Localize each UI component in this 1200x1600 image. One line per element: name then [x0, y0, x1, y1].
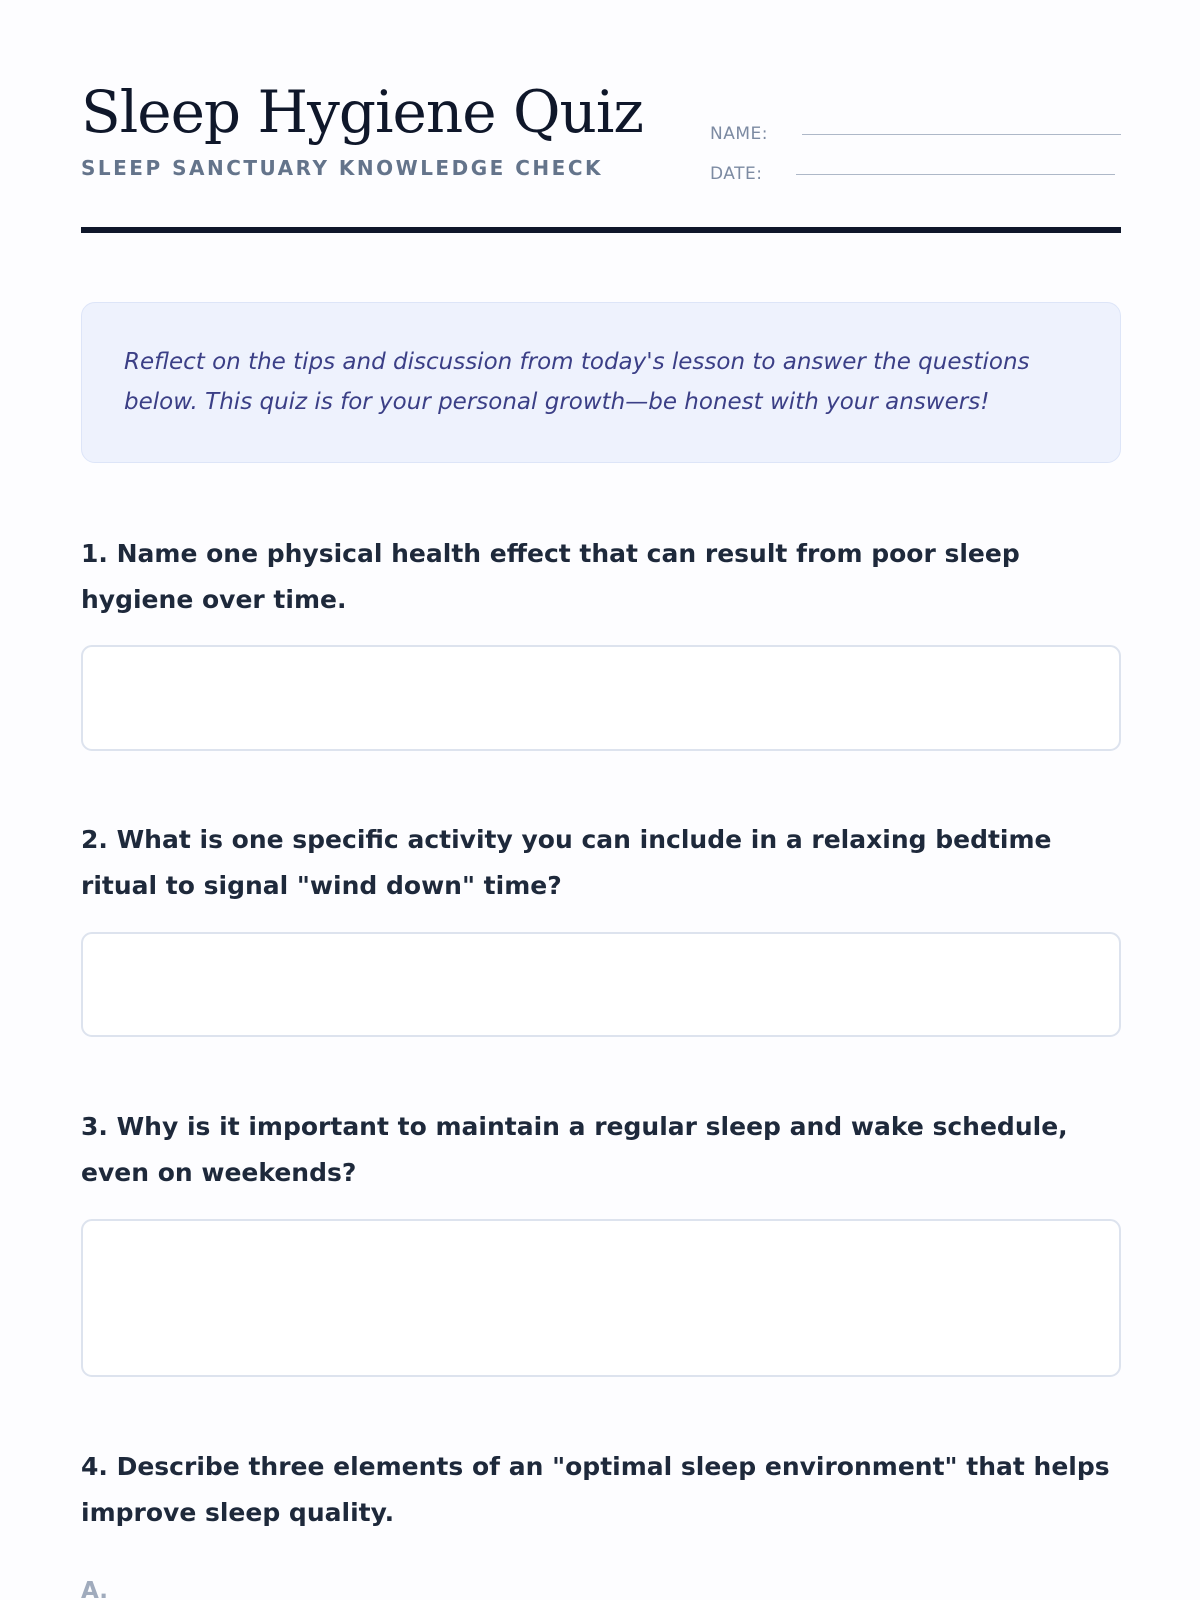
date-label: DATE: — [710, 164, 763, 184]
date-field[interactable] — [710, 162, 1121, 186]
name-field[interactable] — [710, 122, 1121, 146]
question-1: 1. Name one physical health effect that can result from poor sleep hygiene over time. — [81, 539, 1020, 614]
question-4: 4. Describe three elements of an "optimal sleep environment" that helps improve sleep quality. — [81, 1452, 1110, 1527]
answer-box-2[interactable] — [81, 932, 1121, 1037]
question-2: 2. What is one specific activity you can include in a relaxing bedtime ritual to signal "wind down" time? — [81, 825, 1052, 900]
answer-box-1[interactable] — [81, 645, 1121, 751]
instructions-text: Reflect on the tips and discussion from today's lesson to answer the questions below. This quiz is for your personal growth—be honest with your answers! — [124, 349, 1030, 415]
question-3: 3. Why is it important to maintain a regular sleep and wake schedule, even on weekends? — [81, 1112, 1068, 1187]
header-divider — [81, 227, 1121, 233]
quiz-page — [81, 0, 1121, 1600]
page-title: Sleep Hygiene Quiz — [81, 78, 643, 146]
answer-box-3[interactable] — [81, 1219, 1121, 1377]
name-line[interactable] — [802, 134, 1121, 135]
name-label: NAME: — [710, 124, 768, 144]
date-line[interactable] — [796, 174, 1115, 175]
option-label-a: A. — [81, 1578, 108, 1600]
quiz-header — [81, 76, 1121, 236]
instructions-box — [81, 302, 1121, 463]
page-subtitle: SLEEP SANCTUARY KNOWLEDGE CHECK — [81, 156, 603, 180]
